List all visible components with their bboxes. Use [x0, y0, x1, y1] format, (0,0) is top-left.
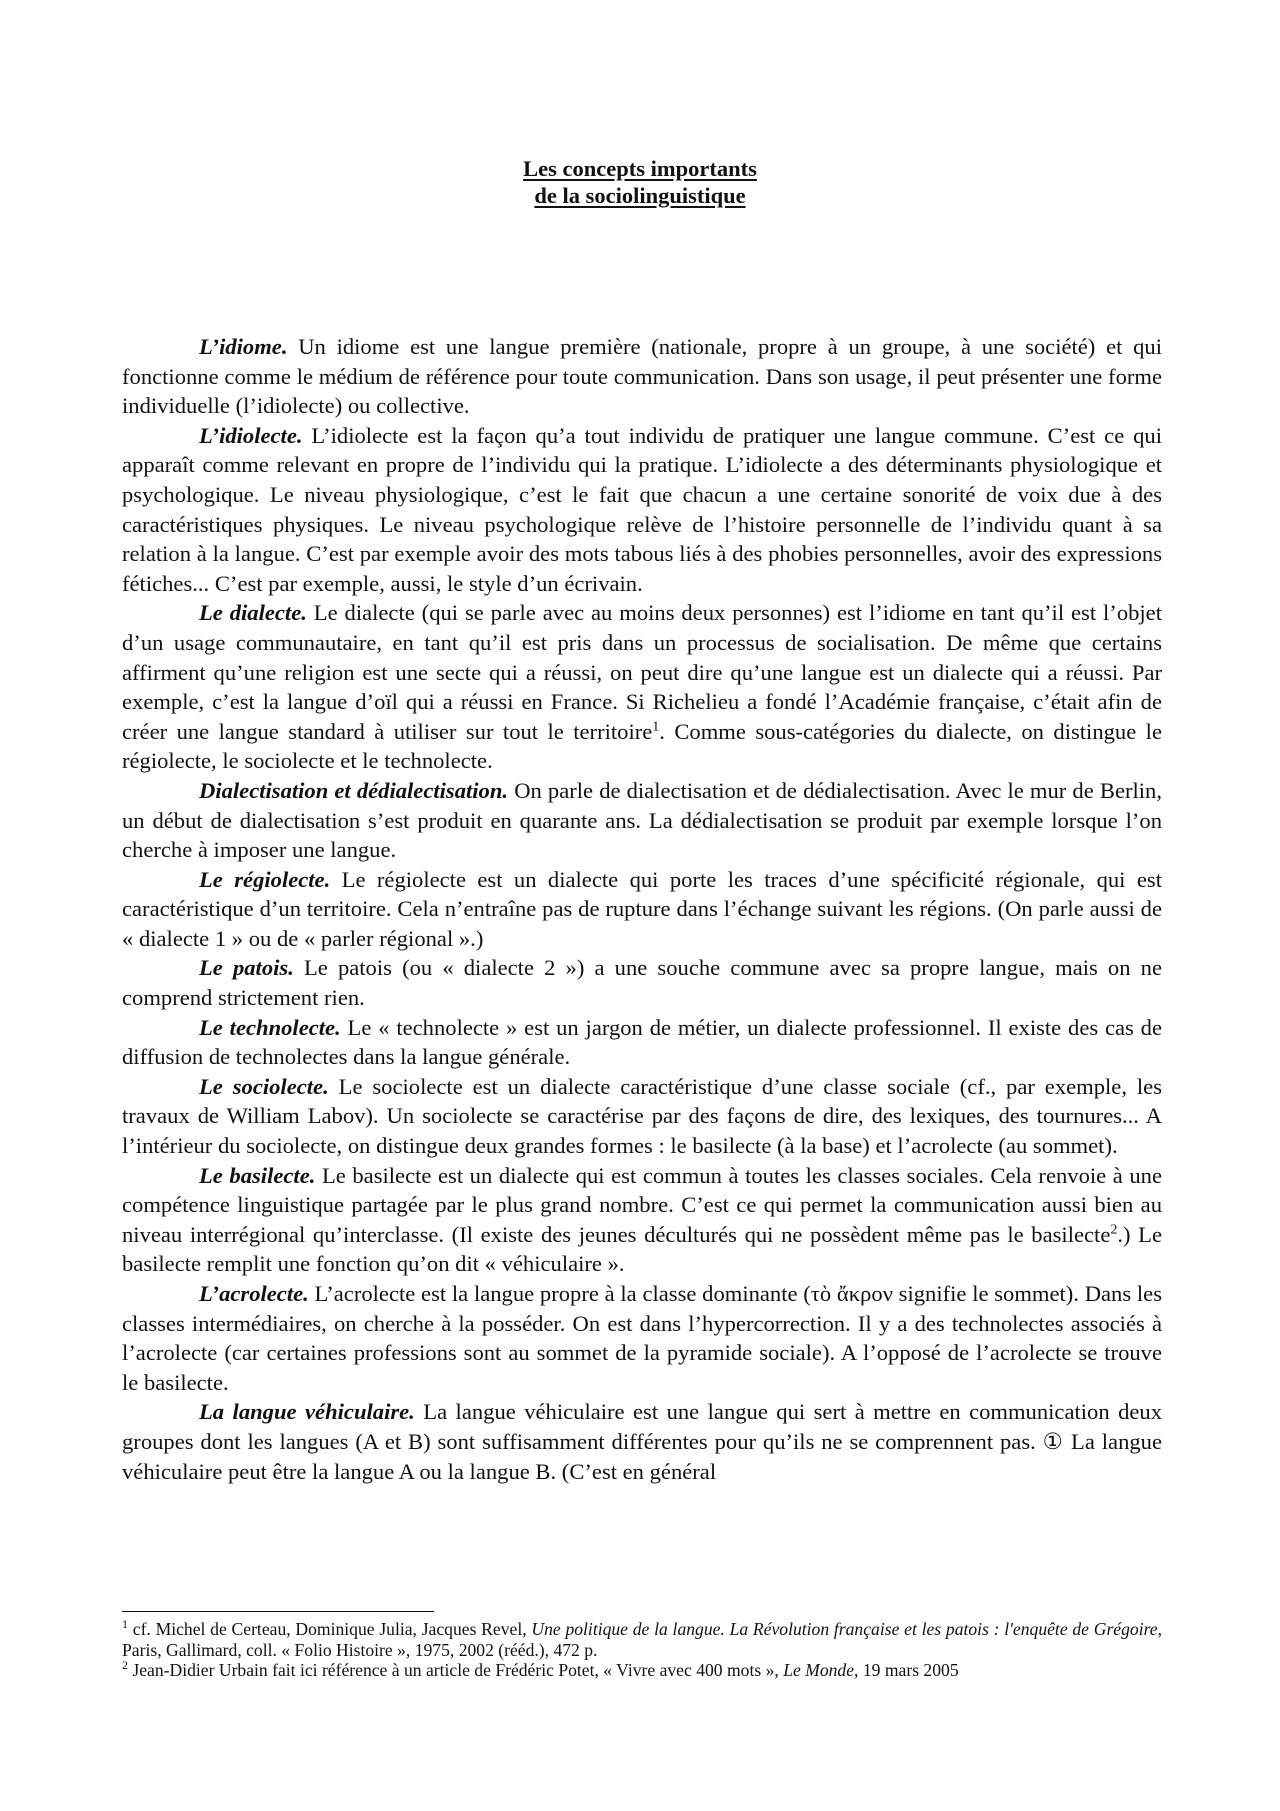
paragraph-basilecte	[122, 1161, 1162, 1279]
footnote-text: Jean-Didier Urbain fait ici référence à un article de Frédéric Potet, « Vivre avec 400 mots »,	[128, 1660, 784, 1680]
paragraph-text: Le basilecte est un dialecte qui est commun à toutes les classes sociales. Cela renvoie à une compétence linguistique partagée par le plus grand nombre. C’est ce qui permet la communication aussi bien au niveau interrégional qu’interclasse. (Il existe des jeunes déculturés qui ne possèdent même pas le basilecte	[122, 1162, 1162, 1247]
term-heading: Le patois.	[199, 955, 294, 981]
paragraph-regiolecte	[122, 865, 1162, 954]
paragraph-acrolecte	[122, 1279, 1162, 1397]
term-heading: Le régiolecte.	[199, 866, 331, 892]
paragraph-text: L’idiolecte est la façon qu’a tout individu de pratiquer une langue commune. C’est ce qui apparaît comme relevant en propre de l’individu qui la pratique. L’idiolecte a des déterminants physiologique et psychologique. Le niveau physiologique, c’est le fait que chacun a une certaine sonorité de voix due à des caractéristiques physiques. Le niveau psychologique relève de l’histoire personnelle de l’individu quant à sa relation à la langue. C’est par exemple avoir des mots tabous liés à des phobies personnelles, avoir des expressions fétiches... C’est par exemple, aussi, le style d’un écrivain.	[122, 422, 1162, 596]
paragraph-dialectisation	[122, 776, 1162, 865]
footnote-2	[122, 1660, 1162, 1681]
term-heading: Dialectisation et dédialectisation.	[199, 777, 509, 803]
term-heading: Le technolecte.	[199, 1014, 341, 1040]
paragraph-idiolecte	[122, 421, 1162, 599]
paragraph-text: Le patois (ou « dialecte 2 ») a une souche commune avec sa propre langue, mais on ne comprend strictement rien.	[122, 955, 1162, 1011]
footnote-ref-2[interactable]: 2	[1110, 1222, 1118, 1238]
term-heading: La langue véhiculaire.	[199, 1399, 415, 1425]
footnote-separator	[122, 1611, 434, 1612]
paragraph-text: L’acrolecte est la langue propre à la classe dominante (τὸ ἄκρον signifie le sommet). Dans les classes intermédiaires, on cherche à la posséder. On est dans l’hypercorrection. Il y a des technolectes associés à l’acrolecte (car certaines professions sont au sommet de la pyramide sociale). A l’opposé de l’acrolecte se trouve le basilecte.	[122, 1281, 1162, 1395]
paragraph-idiome	[122, 332, 1162, 421]
term-heading: L’idiome.	[199, 334, 288, 359]
paragraph-sociolecte	[122, 1072, 1162, 1161]
paragraph-text: La langue véhiculaire est une langue qui sert à mettre en communication deux groupes dont les langues (A et B) sont suffisamment différentes pour qu’ils ne se comprennent pas. ① La langue véhiculaire peut être la langue A ou la langue B. (C’est en général	[122, 1399, 1162, 1484]
paragraph-text: Un idiome est une langue première (nationale, propre à un groupe, à une société) et qui fonctionne comme le médium de référence pour toute communication. Dans son usage, il peut présenter une forme individuelle (l’idiolecte) ou collective.	[122, 334, 1162, 419]
paragraph-text: Le « technolecte » est un jargon de métier, un dialecte professionnel. Il existe des cas de diffusion de technolectes dans la langue générale.	[122, 1014, 1162, 1070]
paragraph-text: On parle de dialectisation et de dédialectisation. Avec le mur de Berlin, un début de dialectisation s’est produit en quarante ans. La dédialectisation se produit par exemple lorsque l’on cherche à imposer une langue.	[122, 777, 1162, 863]
body-text	[122, 332, 1162, 1486]
footnote-number: 1	[122, 1617, 128, 1632]
term-heading: L’acrolecte.	[199, 1281, 309, 1306]
footnote-text-end: , 19 mars 2005	[854, 1660, 959, 1680]
paragraph-text-continued: .) Le basilecte remplit une fonction qu’on dit « véhiculaire ».	[122, 1221, 1162, 1277]
paragraph-dialecte	[122, 598, 1162, 776]
term-heading: Le sociolecte.	[199, 1073, 329, 1099]
title-line-2: de la sociolinguistique	[534, 183, 746, 208]
paragraph-text-continued: . Comme sous-catégories du dialecte, on distingue le régiolecte, le sociolecte et le technolecte.	[122, 718, 1162, 774]
footnote-text-end: , Paris, Gallimard, coll. « Folio Histoire », 1975, 2002 (rééd.), 472 p.	[122, 1619, 1163, 1660]
footnotes	[122, 1619, 1162, 1681]
footnote-title: Le Monde	[783, 1660, 855, 1680]
paragraph-technolecte	[122, 1013, 1162, 1072]
paragraph-text: Le sociolecte est un dialecte caractéristique d’une classe sociale (cf., par exemple, les travaux de William Labov). Un sociolecte se caractérise par des façons de dire, des lexiques, des tournures... A l’intérieur du sociolecte, on distingue deux grandes formes : le basilecte (à la base) et l’acrolecte (au sommet).	[122, 1073, 1162, 1159]
paragraph-text: Le régiolecte est un dialecte qui porte les traces d’une spécificité régionale, qui est caractéristique d’un territoire. Cela n’entraîne pas de rupture dans l’échange suivant les régions. (On parle aussi de « dialecte 1 » ou de « parler régional ».)	[122, 866, 1162, 951]
footnote-number: 2	[122, 1658, 128, 1673]
paragraph-langue-vehiculaire	[122, 1397, 1162, 1486]
title-line-1: Les concepts importants	[523, 156, 757, 181]
footnote-1	[122, 1619, 1162, 1660]
paragraph-text: Le dialecte (qui se parle avec au moins deux personnes) est l’idiome en tant qu’il est l’objet d’un usage communautaire, en tant qu’il est pris dans un processus de socialisation. De même que certains affirment qu’une religion est une secte qui a réussi, on peut dire qu’une langue est un dialecte qui a réussi. Par exemple, c’est la langue d’oïl qui a réussi en France. Si Richelieu a fondé l’Académie française, c’était afin de créer une langue standard à utiliser sur tout le territoire	[122, 600, 1162, 744]
term-heading: Le dialecte.	[199, 600, 307, 626]
paragraph-patois	[122, 953, 1162, 1012]
footnote-text: cf. Michel de Certeau, Dominique Julia, Jacques Revel,	[128, 1619, 532, 1639]
page-title	[0, 155, 1280, 209]
footnote-ref-1[interactable]: 1	[652, 719, 660, 735]
term-heading: Le basilecte.	[199, 1162, 316, 1188]
term-heading: L’idiolecte.	[199, 422, 303, 448]
footnote-title: Une politique de la langue. La Révolution française et les patois : l'enquête de Grégoire	[531, 1619, 1158, 1639]
